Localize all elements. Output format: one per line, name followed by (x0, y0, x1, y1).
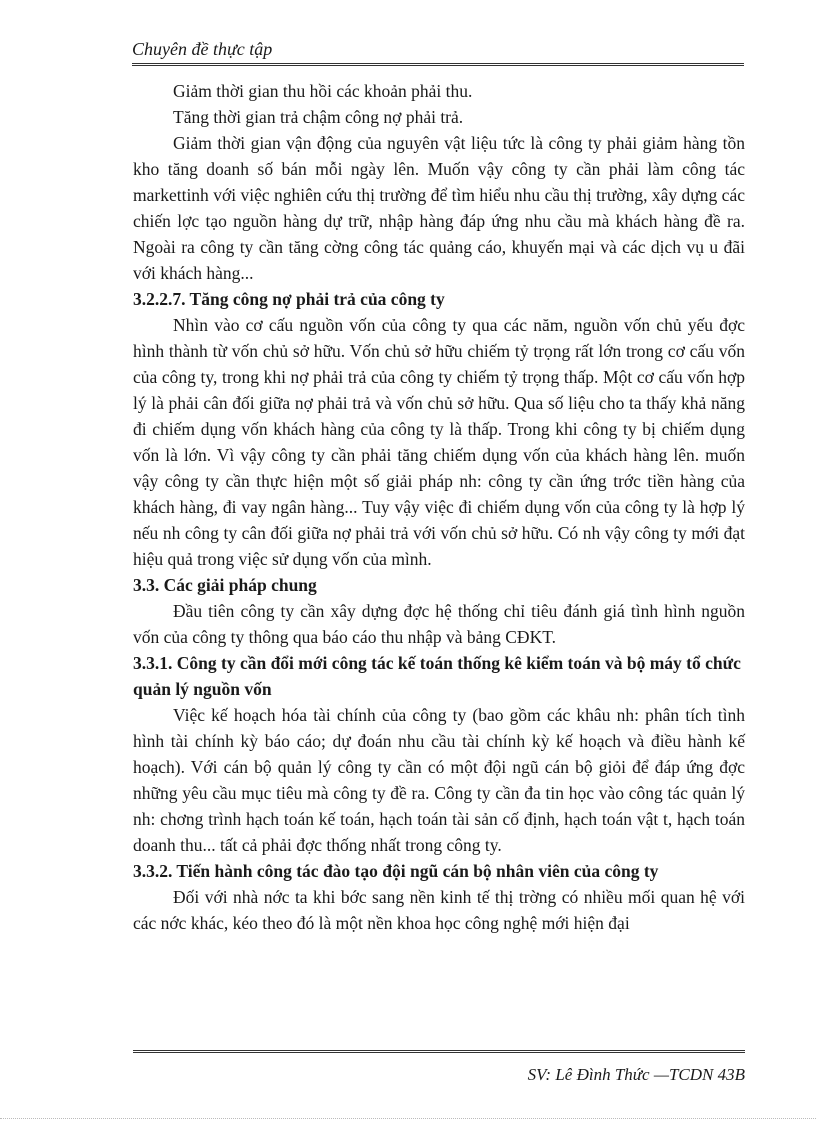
paragraph: Đầu tiên công ty cần xây dựng đợc hệ thống chỉ tiêu đánh giá tình hình nguồn vốn của công ty thông qua báo cáo thu nhập và bảng CĐKT. (133, 601, 745, 647)
footer-text: SV: Lê Đình Thức —TCDN 43B (527, 1065, 745, 1084)
paragraph: Việc kế hoạch hóa tài chính của công ty (bao gồm các khâu nh: phân tích tình hình tài chính kỳ báo cáo; dự đoán nhu cầu tài chính kỳ kế hoạch và điều hành kế hoạch). Với cán bộ quản lý công ty cần có một đội ngũ cán bộ giỏi để đáp ứng đợc những yêu cầu mục tiêu mà công ty đề ra. Công ty cần đa tin học vào công tác quản lý nh: chơng trình hạch toán kế toán, hạch toán tài sản cố định, hạch toán vật t, hạch toán doanh thu... tất cả phải đợc thống nhất trong công ty. (133, 705, 745, 855)
paragraph: Giảm thời gian thu hồi các khoản phải thu. (173, 81, 473, 101)
paragraph: Đối với nhà nớc ta khi bớc sang nền kinh tế thị trờng có nhiều mối quan hệ với các nớc khác, kéo theo đó là một nền khoa học công nghệ mới hiện đại (133, 887, 745, 933)
header-rule (132, 63, 744, 66)
paragraph: Tăng thời gian trả chậm công nợ phải trả. (173, 107, 464, 127)
document-body (133, 78, 745, 936)
page-header (132, 38, 744, 66)
footer-rule (133, 1050, 745, 1053)
page-edge (0, 1118, 816, 1119)
section-heading: 3.2.2.7. Tăng công nợ phải trả của công ty (133, 289, 445, 309)
paragraph: Giảm thời gian vận động của nguyên vật liệu tức là công ty phải giảm hàng tồn kho tăng doanh số bán mỗi ngày lên. Muốn vậy công ty cần phải làm công tác markettinh với việc nghiên cứu thị trường để tìm hiểu nhu cầu thị trường, xây dựng các chiến lợc tạo nguồn hàng dự trữ, nhập hàng đáp ứng nhu cầu mà khách hàng đề ra. Ngoài ra công ty cần tăng cờng công tác quảng cáo, khuyến mại và các dịch vụ u đãi với khách hàng... (133, 133, 745, 283)
section-heading: 3.3. Các giải pháp chung (133, 575, 317, 595)
paragraph: Nhìn vào cơ cấu nguồn vốn của công ty qua các năm, nguồn vốn chủ yếu đợc hình thành từ vốn chủ sở hữu. Vốn chủ sở hữu chiếm tỷ trọng rất lớn trong cơ cấu vốn của công ty, trong khi nợ phải trả của công ty chiếm tỷ trọng thấp. Một cơ cấu vốn hợp lý là phải cân đối giữa nợ phải trả và vốn chủ sở hữu. Qua số liệu cho ta thấy khả năng đi chiếm dụng vốn khách hàng của công ty là thấp. Trong khi công ty bị chiếm dụng vốn là lớn. Vì vậy công ty cần phải tăng chiếm dụng vốn của khách hàng lên. muốn vậy công ty cần thực hiện một số giải pháp nh: công ty cần ứng trớc tiền hàng của khách hàng, đi vay ngân hàng... Tuy vậy việc đi chiếm dụng vốn của công ty là hợp lý nếu nh công ty cân đối giữa nợ phải trả với vốn chủ sở hữu. Có nh vậy công ty mới đạt hiệu quả trong việc sử dụng vốn của mình. (133, 315, 745, 569)
section-heading: 3.3.2. Tiến hành công tác đào tạo đội ngũ cán bộ nhân viên của công ty (133, 861, 659, 881)
section-heading: 3.3.1. Công ty cần đổi mới công tác kế toán thống kê kiểm toán và bộ máy tổ chức quản lý nguồn vốn (133, 653, 741, 699)
page-footer (133, 1050, 745, 1085)
header-title: Chuyên đề thực tập (132, 39, 273, 59)
